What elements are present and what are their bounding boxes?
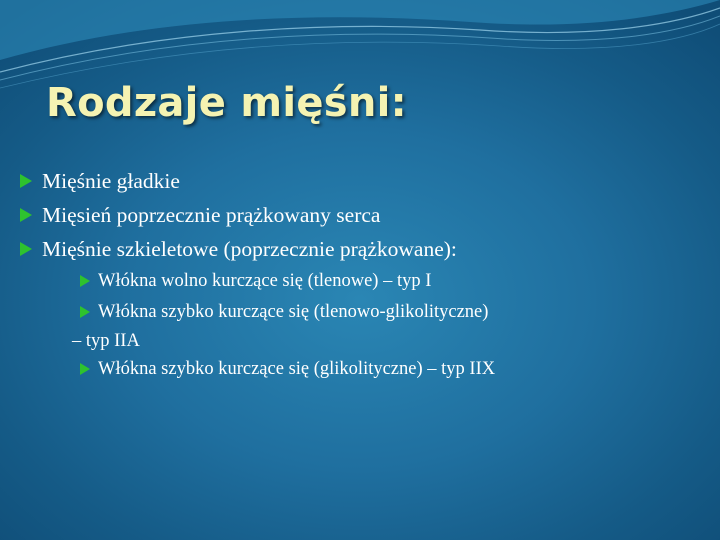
bullet-text: Mięsień poprzecznie prążkowany serca	[42, 203, 381, 227]
arrow-right-icon	[80, 275, 90, 287]
arrow-right-icon	[20, 174, 32, 188]
arrow-right-icon	[80, 363, 90, 375]
bullet-list	[20, 164, 700, 385]
bullet-item	[20, 164, 700, 198]
sub-bullet-text: Włókna szybko kurczące się (tlenowo-glikolityczne)	[98, 302, 489, 322]
sub-bullet-text: Włókna wolno kurczące się (tlenowe) – typ I	[98, 271, 432, 291]
bullet-item	[20, 198, 700, 232]
arrow-right-icon	[80, 306, 90, 318]
sub-bullet-item	[20, 354, 700, 385]
slide-title: Rodzaje mięśni:	[46, 80, 407, 126]
arrow-right-icon	[20, 208, 32, 222]
bullet-text: Mięśnie szkieletowe (poprzecznie prążkowane):	[42, 237, 457, 261]
sub-bullet-continuation: – typ IIA	[72, 331, 140, 351]
sub-bullet-text: Włókna szybko kurczące się (glikolityczne) – typ IIX	[98, 359, 496, 379]
bullet-text: Mięśnie gładkie	[42, 169, 180, 193]
sub-bullet-item	[20, 266, 700, 297]
arrow-right-icon	[20, 242, 32, 256]
bullet-item	[20, 232, 700, 266]
sub-bullet-item	[20, 297, 700, 354]
